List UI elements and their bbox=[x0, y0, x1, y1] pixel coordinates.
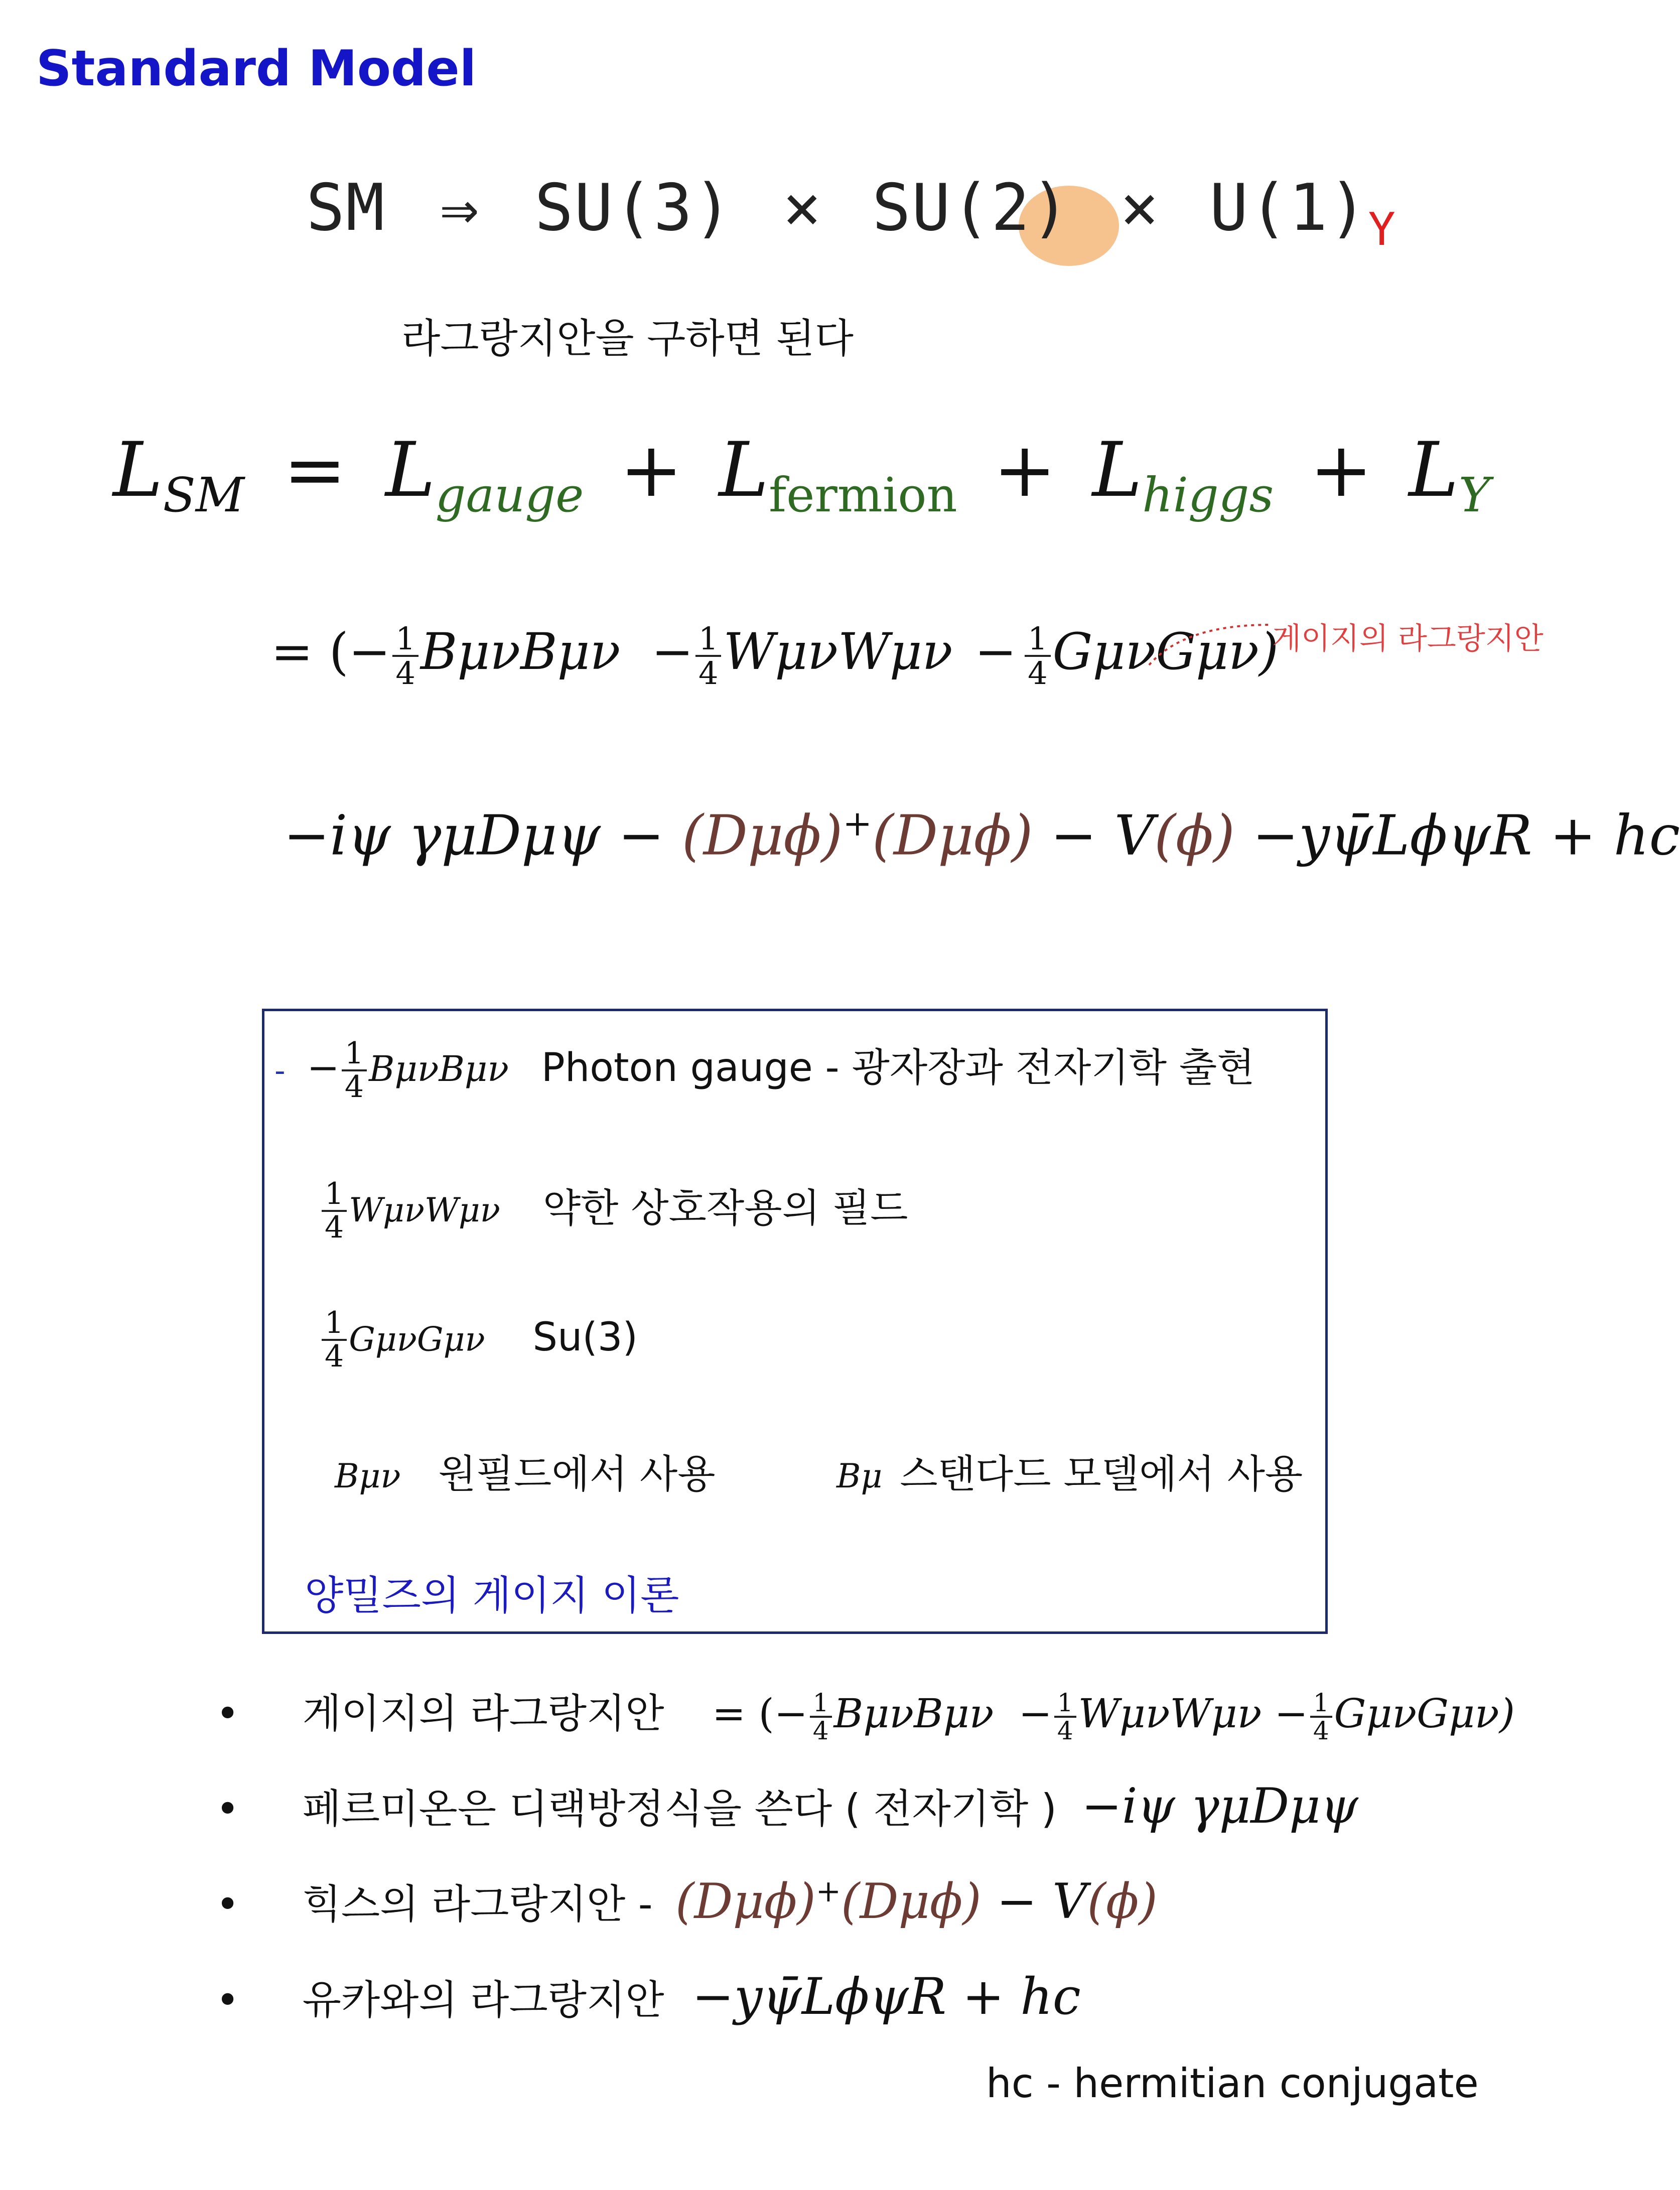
gauge-annotation: 게이지의 라그랑지안 bbox=[1272, 621, 1544, 656]
box-row-b-mu: Bμ 스탠다드 모델에서 사용 bbox=[836, 1452, 1303, 1497]
list-item: • 게이지의 라그랑지안 = (− $\frac{1}{4}$ BμνBμν − $\frac{1}{4}$ WμνWμν − $\frac{1}{4}$ GμνGμν) bbox=[216, 1688, 1515, 1745]
list-item: • 힉스의 라그랑지안 - (Dμϕ)+(Dμϕ) − V(ϕ) bbox=[216, 1873, 1158, 1930]
page-title: Standard Model bbox=[36, 40, 477, 97]
box-row-b-field: Bμν 원필드에서 사용 bbox=[335, 1452, 716, 1497]
su2-group: SU(2) bbox=[872, 171, 1071, 245]
list-item: • 유카와의 라그랑지안 −yψ̄LϕψR + hc bbox=[216, 1967, 1081, 2026]
box-row-strong: $\frac{1}{4}$ GμνGμν Su(3) bbox=[320, 1307, 638, 1373]
times-sign: × bbox=[1120, 171, 1160, 245]
full-lagrangian-line: −iψ γμDμψ − (Dμϕ)+(Dμϕ) − V(ϕ) −yψ̄LϕψR + hc bbox=[284, 803, 1680, 868]
sm-label: SM bbox=[306, 171, 386, 245]
su3-group: SU(3) bbox=[534, 171, 733, 245]
footnote: hc - hermitian conjugate bbox=[986, 2060, 1479, 2107]
box-row-photon: - − $\frac{1}{4}$ BμνBμν Photon gauge - 광자장과 전자기학 출현 bbox=[274, 1035, 1255, 1105]
intro-text: 라그랑지안을 구하면 된다 bbox=[401, 315, 854, 362]
main-lagrangian: $L_{SM} = L_{gauge} + L_{fermion} + L_{higgs} + L_Y$ bbox=[113, 427, 1490, 523]
list-item: • 페르미온은 디랙방정식을 쓴다 ( 전자기학 ) −iψ γμDμψ bbox=[216, 1778, 1358, 1834]
box-row-weak: $\frac{1}{4}$ WμνWμν 약한 상호작용의 필드 bbox=[320, 1177, 908, 1244]
hypercharge-sub: Y bbox=[1368, 203, 1396, 256]
arrow-icon: ⇒ bbox=[440, 171, 480, 245]
times-sign: × bbox=[782, 171, 822, 245]
explanation-box bbox=[262, 1009, 1328, 1634]
annotation-connector bbox=[1144, 615, 1275, 670]
box-footer: 양밀즈의 게이지 이론 bbox=[305, 1572, 679, 1619]
handwritten-sm-equation bbox=[306, 171, 1396, 256]
gauge-lagrangian-line: = (− $\frac{1}{4}$ BμνBμν − $\frac{1}{4}$ WμνWμν − $\frac{1}{4}$ GμνGμν) bbox=[271, 620, 1279, 692]
u1-group: U(1) bbox=[1209, 171, 1368, 245]
